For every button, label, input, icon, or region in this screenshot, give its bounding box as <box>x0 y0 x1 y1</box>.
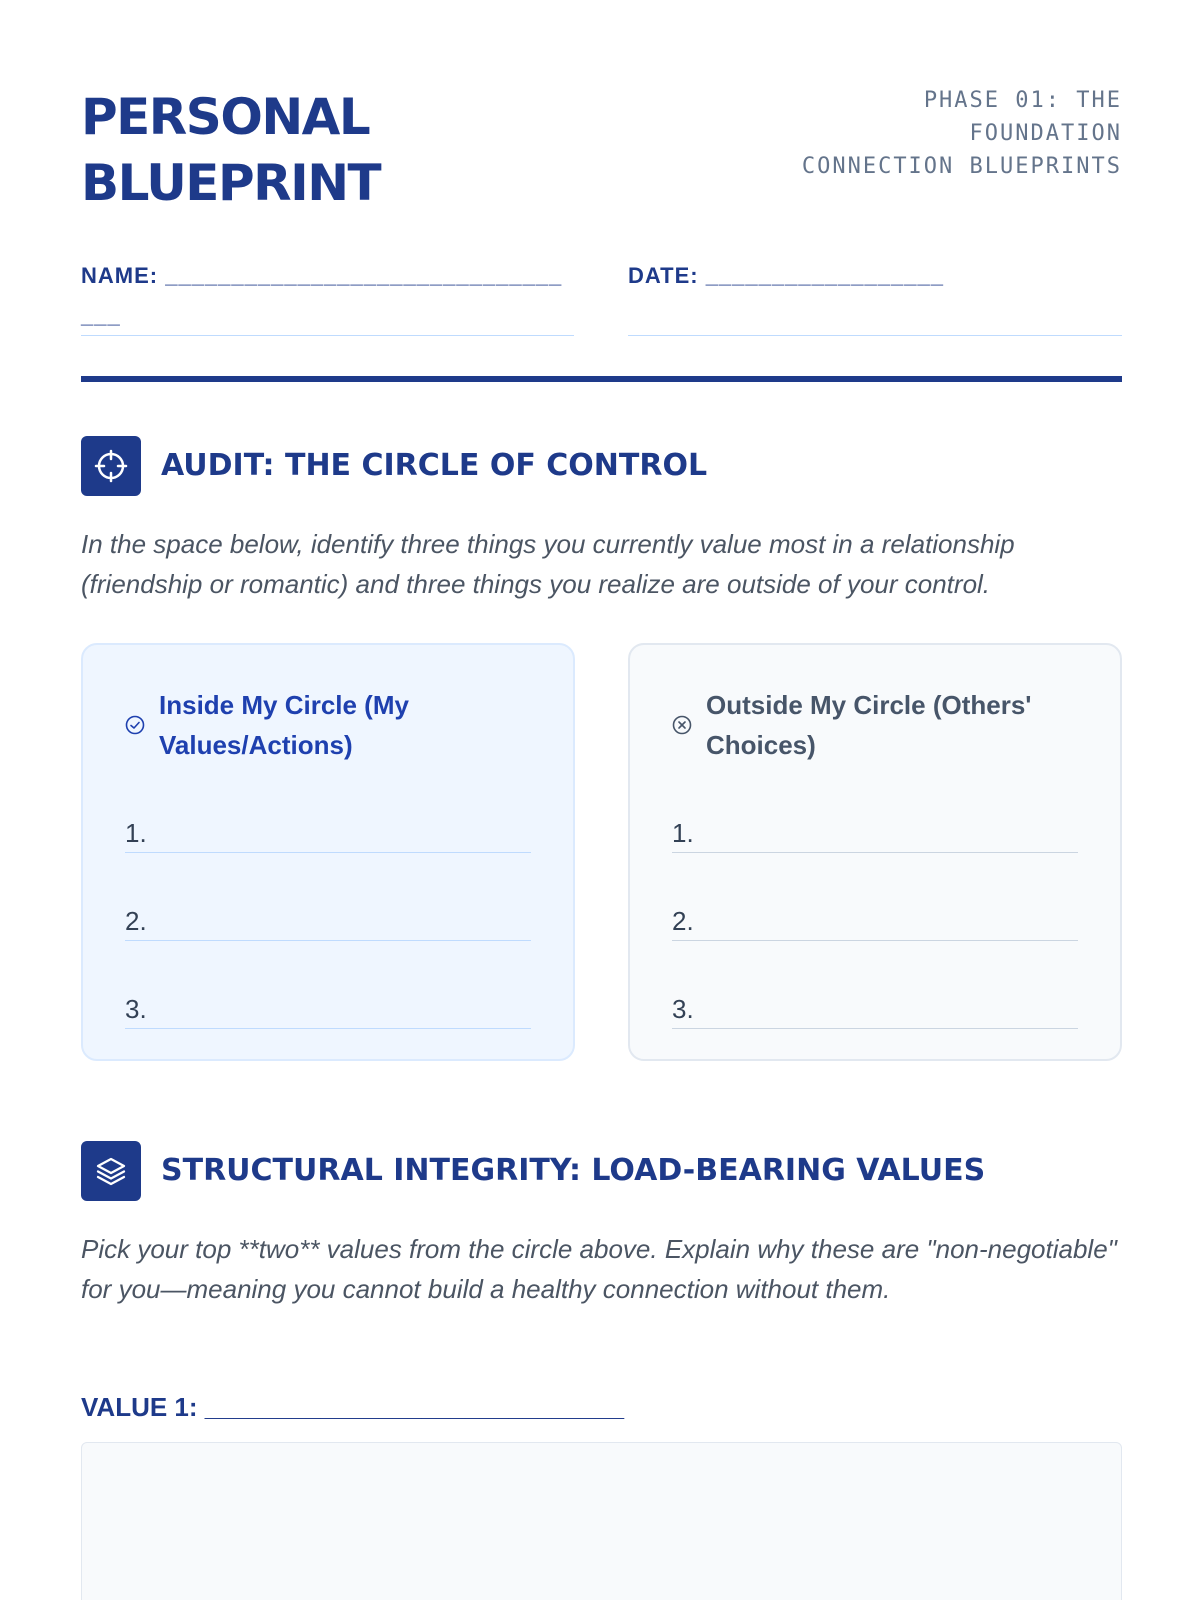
answer-line[interactable] <box>125 853 531 941</box>
name-field-label: NAME: _________________________________ <box>81 263 563 328</box>
section-instructions: In the space below, identify three things you currently value most in a relationship (friendship or romantic) and three things you realize are outside of your control. <box>81 529 1015 599</box>
date-field[interactable] <box>628 256 1122 336</box>
date-field-label: DATE: __________________ <box>628 263 944 288</box>
line-number: 2. <box>672 906 694 936</box>
card-header <box>125 685 531 765</box>
layers-icon <box>81 1141 141 1201</box>
title-line-1: PERSONAL <box>81 88 370 146</box>
phase-label <box>802 84 1122 183</box>
answer-line[interactable] <box>672 941 1078 1029</box>
section-title: STRUCTURAL INTEGRITY: LOAD-BEARING VALUES <box>161 1153 986 1188</box>
phase-line-1: PHASE 01: THE <box>923 88 1122 113</box>
card-header <box>672 685 1078 765</box>
phase-line-3: CONNECTION BLUEPRINTS <box>801 154 1122 179</box>
card-title: Outside My Circle (Others' Choices) <box>706 690 1032 760</box>
target-icon <box>81 436 141 496</box>
outside-circle-card <box>628 643 1122 1061</box>
phase-line-2: FOUNDATION <box>969 121 1122 146</box>
title-line-2: BLUEPRINT <box>81 154 381 212</box>
x-circle-icon <box>672 715 692 735</box>
check-circle-icon <box>125 715 145 735</box>
answer-line[interactable] <box>672 853 1078 941</box>
header-divider <box>81 376 1122 382</box>
answer-line[interactable] <box>125 941 531 1029</box>
inside-circle-card <box>81 643 575 1061</box>
page-title <box>81 84 380 216</box>
header <box>81 84 1122 214</box>
line-number: 1. <box>125 818 147 848</box>
section-circle-of-control <box>81 436 1122 496</box>
section-load-bearing-values <box>81 1141 1122 1201</box>
line-number: 3. <box>125 994 147 1024</box>
answer-line[interactable] <box>125 765 531 853</box>
card-title: Inside My Circle (My Values/Actions) <box>159 690 409 760</box>
answer-line[interactable] <box>672 765 1078 853</box>
value-1-label: VALUE 1: _____________________________ <box>81 1392 625 1422</box>
line-number: 3. <box>672 994 694 1024</box>
value-1-answer-box[interactable] <box>81 1442 1122 1600</box>
line-number: 1. <box>672 818 694 848</box>
worksheet-page <box>81 0 1122 1600</box>
section-instructions: Pick your top **two** values from the circle above. Explain why these are "non-negotiable" for you—meaning you cannot build a healthy connection without them. <box>81 1234 1117 1304</box>
line-number: 2. <box>125 906 147 936</box>
name-field[interactable] <box>81 256 574 336</box>
section-title: AUDIT: THE CIRCLE OF CONTROL <box>161 448 708 483</box>
